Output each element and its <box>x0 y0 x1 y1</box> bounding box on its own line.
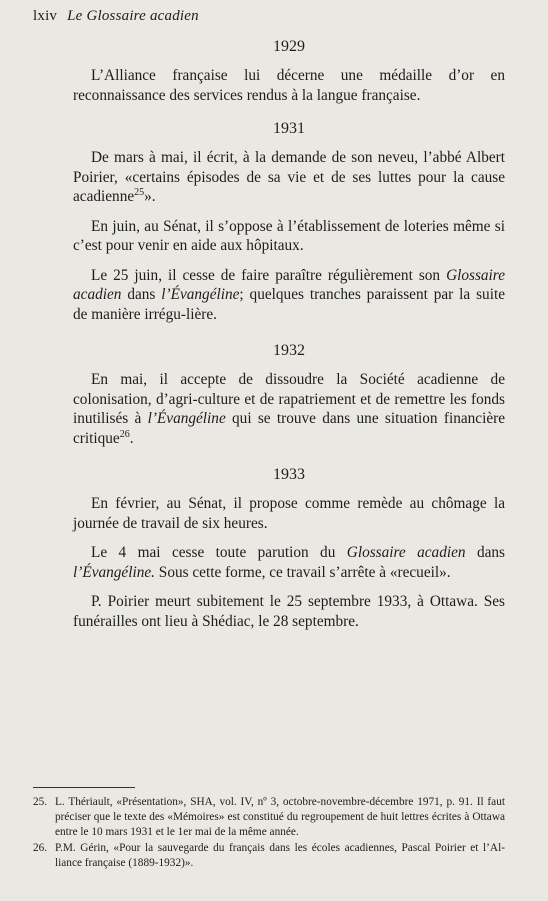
footnote-ref[interactable]: 25 <box>134 186 145 198</box>
footnote-rule <box>33 787 135 788</box>
year-heading: 1932 <box>273 342 305 359</box>
paragraph: De mars à mai, il écrit, à la demande de son neveu, l’abbé Albert Poirier, «certains épisodes de sa vie et de ses luttes pour la cause acadienne$^{25}$». <box>73 149 505 205</box>
paragraph: En juin, au Sénat, il s’oppose à l’établissement de loteries même si c’est pour venir en aide aux hôpitaux. <box>73 217 505 254</box>
book-title: Le Glossaire acadien <box>67 8 199 24</box>
section-1929 <box>73 38 505 105</box>
paragraph: L’Alliance française lui décerne une médaille d’or en reconnaissance des services rendus à la langue française. <box>73 67 505 104</box>
running-header <box>33 8 199 25</box>
paragraph: En février, au Sénat, il propose comme remède au chômage la journée de travail de six heures. <box>73 495 505 532</box>
paragraph: Le 25 juin, il cesse de faire paraître régulièrement son Glossaire acadien dans l’Évangéline; quelques tranches paraissent par la suite de manière irrégu-lière. <box>73 266 505 323</box>
main-text <box>73 38 505 649</box>
paragraph: Le 4 mai cesse toute parution du Glossaire acadien dans l’Évangéline. Sous cette forme, ce travail s’arrête à «recueil». <box>73 544 506 581</box>
section-1932 <box>73 342 505 448</box>
paragraph: En mai, il accepte de dissoudre la Société acadienne de colonisation, d’agri-culture et de rapatriement et de remettre les fonds inutilisés à l’Évangéline qui se trouve dans une situation financière critique$^{26}$. <box>73 371 506 447</box>
year-heading: 1929 <box>273 38 305 55</box>
paragraph: P. Poirier meurt subitement le 25 septembre 1933, à Ottawa. Ses funérailles ont lieu à Shédiac, le 28 septembre. <box>73 593 505 630</box>
footnotes <box>33 795 505 872</box>
year-heading: 1933 <box>273 466 305 483</box>
section-1933 <box>73 466 505 631</box>
year-heading: 1931 <box>273 120 305 137</box>
page-number: lxiv <box>33 8 58 24</box>
footnote-26: 26. P.M. Gérin, «Pour la sauvegarde du français dans les écoles acadiennes, Pascal Poirier et l’Al-liance française (1889-1932)». <box>33 842 505 869</box>
footnote-25: 25. L. Thériault, «Présentation», SHA, vol. IV, nº 3, octobre-novembre-décembre 1971, p. 91. Il faut préciser que le texte des «Mémoires» est constitué du regroupement de huit lettres écrites à Ottawa entre le 10 mars 1931 et le 1er mai de la même année. <box>33 796 505 838</box>
section-1931 <box>73 120 505 324</box>
footnote-ref[interactable]: 26 <box>119 428 130 440</box>
